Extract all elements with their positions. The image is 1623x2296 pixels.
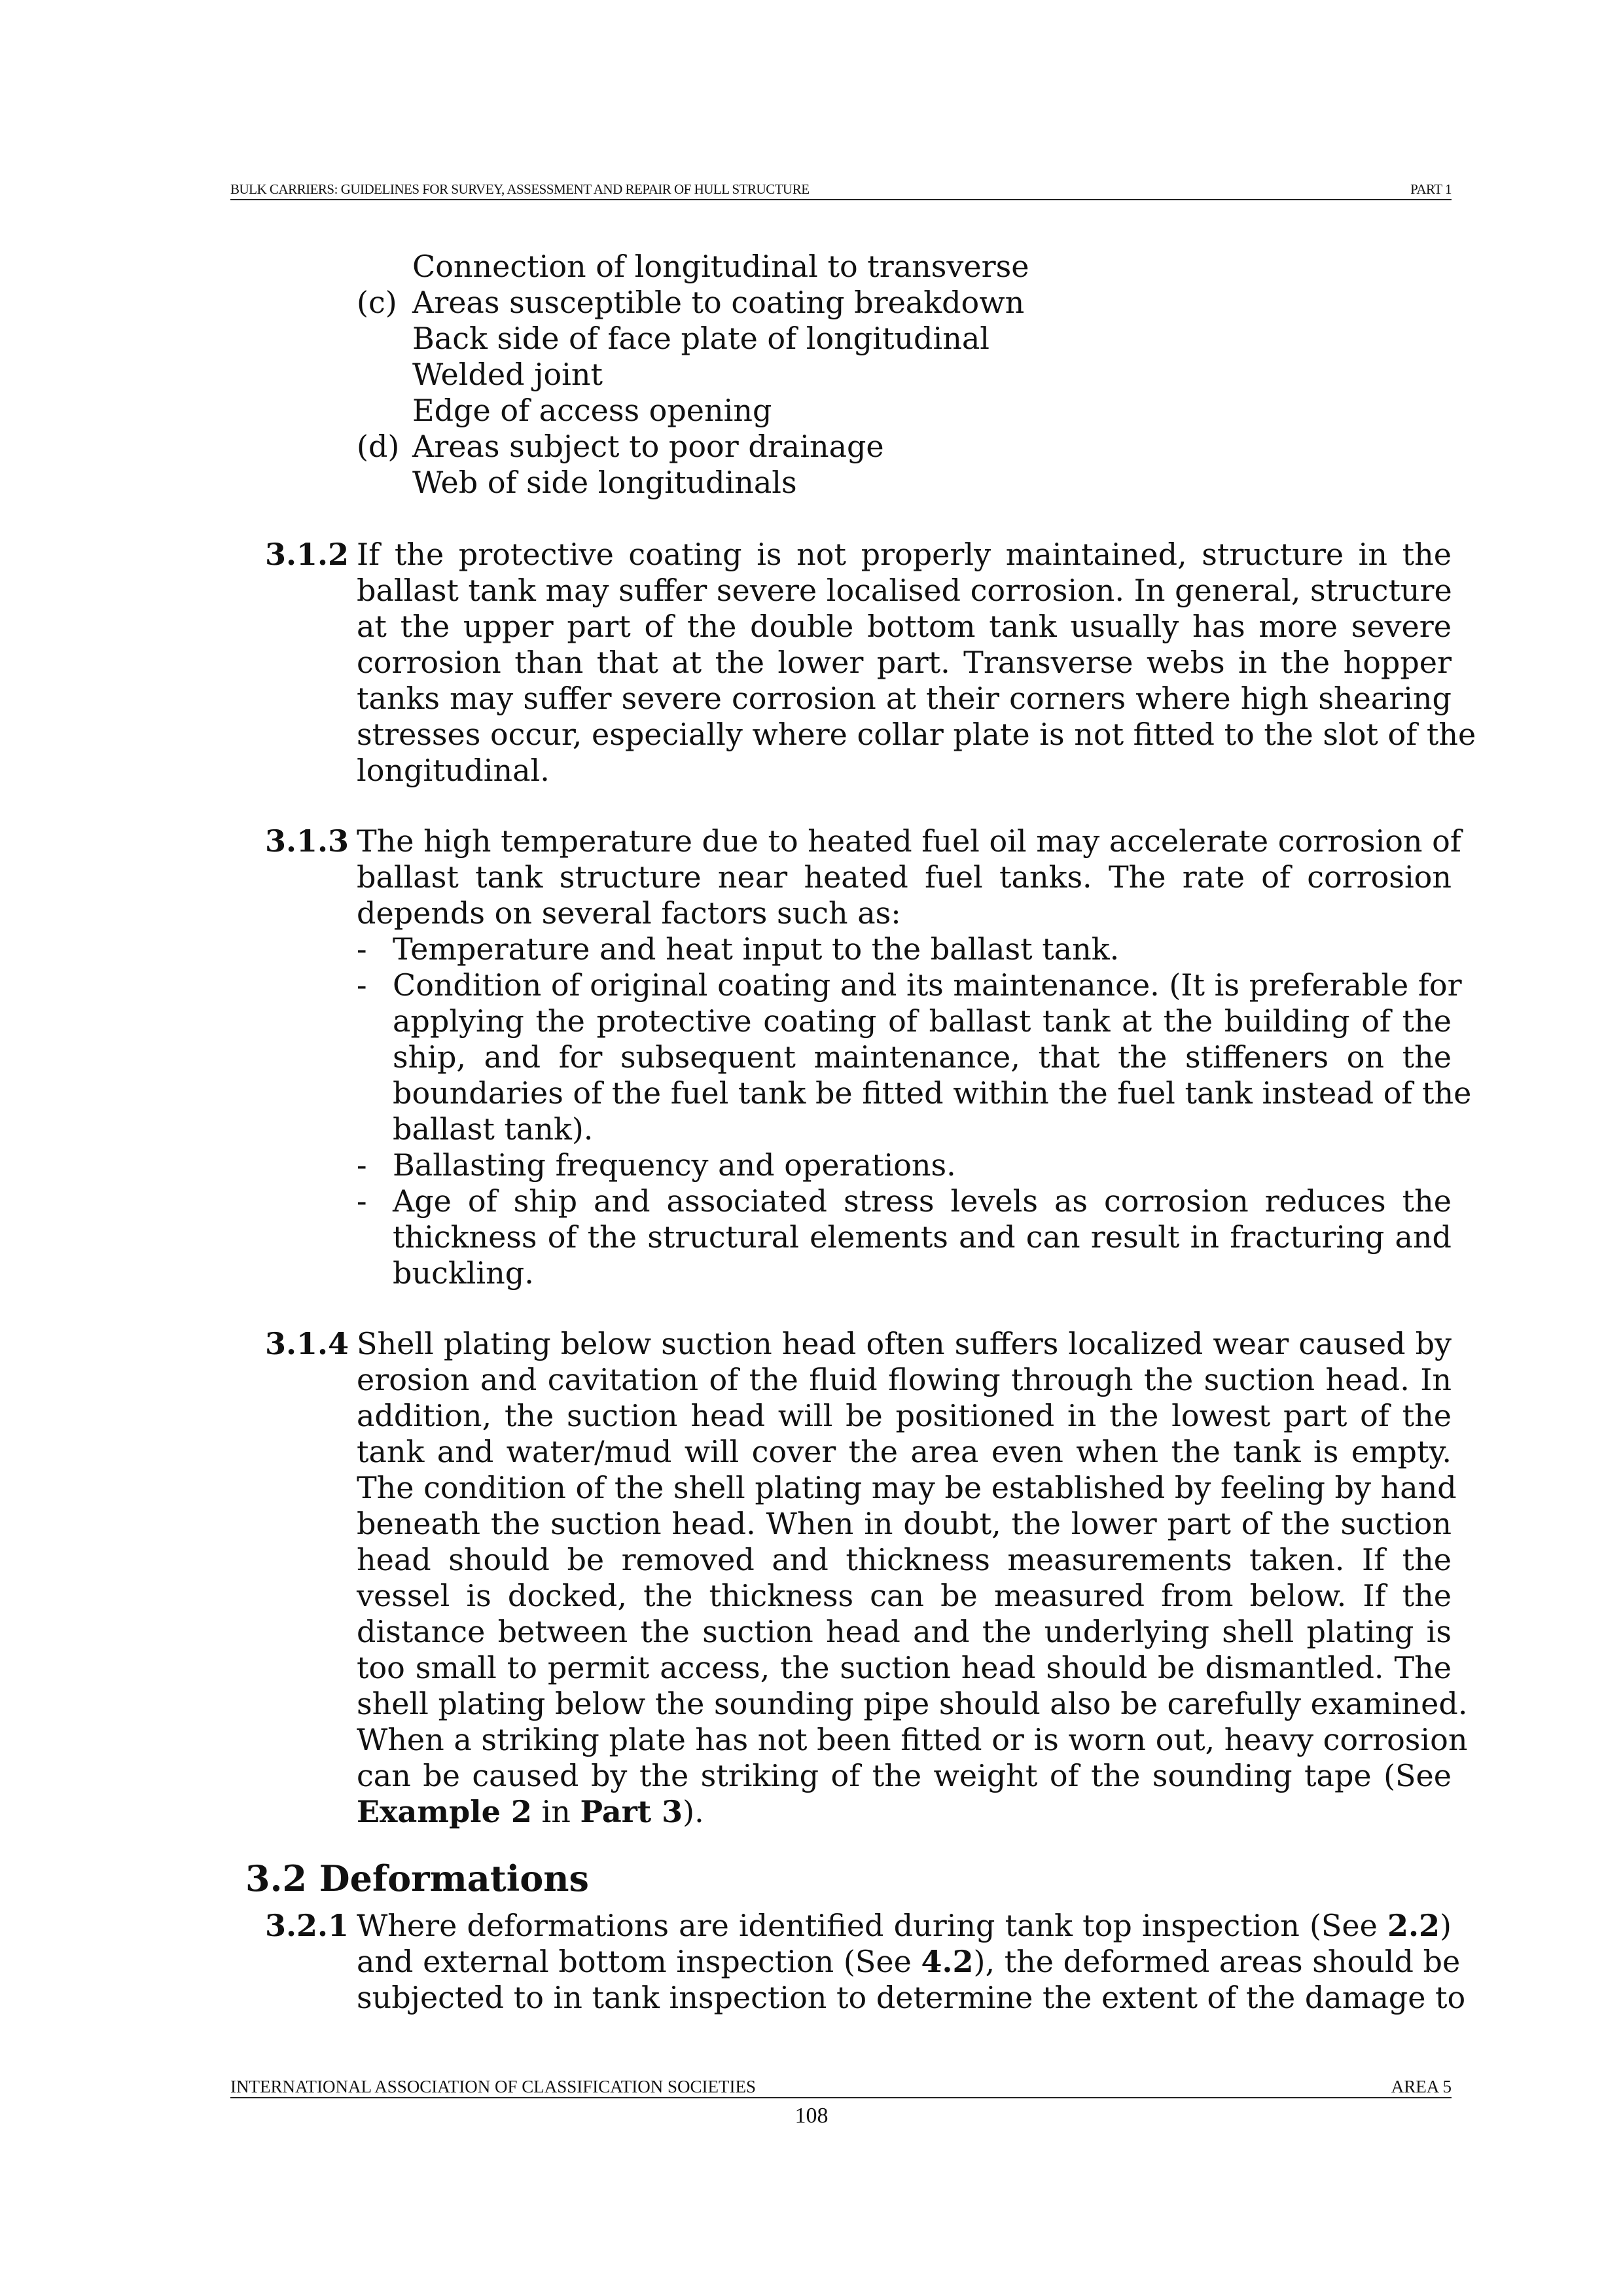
bullet-line: buckling. — [393, 1255, 534, 1291]
bullet-line: ballast tank). — [393, 1111, 594, 1147]
section-number: 3.1.2 — [265, 537, 349, 572]
running-header — [230, 175, 1452, 200]
text-run: ) — [1440, 1908, 1452, 1943]
list-item: Web of side longitudinals — [412, 465, 797, 500]
ref-part: Part 3 — [580, 1794, 683, 1829]
paragraph-line: beneath the suction head. When in doubt, the lower part of the suction — [357, 1506, 1452, 1541]
paragraph-line: Shell plating below suction head often suffers localized wear caused by — [357, 1326, 1452, 1361]
list-item: Areas subject to poor drainage — [412, 429, 884, 464]
paragraph-line: ballast tank may suffer severe localised corrosion. In general, structure — [357, 573, 1452, 608]
list-item: Connection of longitudinal to transverse — [412, 249, 1029, 284]
paragraph-line: tanks may suffer severe corrosion at their corners where high shearing — [357, 681, 1452, 716]
bullet-line: Condition of original coating and its maintenance. (It is preferable for — [393, 967, 1462, 1003]
paragraph-line: tank and water/mud will cover the area even when the tank is empty. — [357, 1434, 1452, 1469]
ref-close: ). — [683, 1794, 704, 1829]
page-number: 108 — [794, 2104, 829, 2128]
paragraph-line: The condition of the shell plating may be established by feeling by hand — [357, 1470, 1457, 1505]
list-item: Areas susceptible to coating breakdown — [412, 285, 1025, 320]
bullet-dash: - — [357, 1183, 367, 1219]
section-number: 3.1.3 — [265, 823, 349, 859]
list-label-c: (c) — [357, 285, 397, 320]
list-label-d: (d) — [357, 429, 400, 464]
paragraph-line: If the protective coating is not properly maintained, structure in the — [357, 537, 1452, 572]
paragraph-line — [357, 1794, 704, 1830]
bullet-line: applying the protective coating of ballast tank at the building of the — [393, 1003, 1452, 1039]
footer-org: INTERNATIONAL ASSOCIATION OF CLASSIFICATION SOCIETIES — [230, 2077, 757, 2096]
paragraph-line: ballast tank structure near heated fuel tanks. The rate of corrosion — [357, 859, 1452, 895]
paragraph-line: at the upper part of the double bottom tank usually has more severe — [357, 609, 1452, 644]
paragraph-line: depends on several factors such as: — [357, 895, 901, 931]
list-item: Edge of access opening — [412, 393, 772, 428]
bullet-line: ship, and for subsequent maintenance, that the stiffeners on the — [393, 1039, 1452, 1075]
bullet-line: Age of ship and associated stress levels as corrosion reduces the — [393, 1183, 1452, 1219]
paragraph-line: When a striking plate has not been fitted or is worn out, heavy corrosion — [357, 1722, 1468, 1757]
text-run: Where deformations are identified during tank top inspection (See — [357, 1908, 1388, 1943]
paragraph-line: too small to permit access, the suction head should be dismantled. The — [357, 1650, 1452, 1685]
bullet-line: boundaries of the fuel tank be fitted within the fuel tank instead of the — [393, 1075, 1472, 1111]
paragraph-line — [357, 1908, 1452, 1944]
bullet-dash: - — [357, 931, 367, 967]
bullet-line: thickness of the structural elements and can result in fracturing and — [393, 1219, 1452, 1255]
paragraph-line: erosion and cavitation of the fluid flowing through the suction head. In — [357, 1362, 1452, 1397]
ref-example: Example 2 — [357, 1794, 532, 1829]
paragraph-line: corrosion than that at the lower part. Transverse webs in the hopper — [357, 645, 1452, 680]
text-run: ), the deformed areas should be — [973, 1944, 1461, 1979]
header-title: BULK CARRIERS: GUIDELINES FOR SURVEY, ASSESSMENT AND REPAIR OF HULL STRUCTURE — [230, 181, 810, 197]
section-heading: 3.2 Deformations — [245, 1857, 589, 1899]
paragraph-line: shell plating below the sounding pipe should also be carefully examined. — [357, 1686, 1468, 1721]
paragraph-line: addition, the suction head will be positioned in the lowest part of the — [357, 1398, 1452, 1433]
ref-4-2: 4.2 — [921, 1944, 974, 1979]
paragraph-line — [357, 1944, 1461, 1980]
bullet-dash: - — [357, 1147, 367, 1183]
paragraph-line: vessel is docked, the thickness can be measured from below. If the — [357, 1578, 1452, 1613]
bullet-dash: - — [357, 967, 367, 1003]
section-number: 3.1.4 — [265, 1326, 349, 1361]
header-part: PART 1 — [1410, 181, 1452, 197]
text-run: and external bottom inspection (See — [357, 1944, 921, 1979]
list-item: Back side of face plate of longitudinal — [412, 321, 990, 356]
bullet-line: Temperature and heat input to the ballast tank. — [393, 931, 1120, 967]
list-item: Welded joint — [412, 357, 603, 392]
ref-connector: in — [531, 1794, 580, 1829]
footer-area: AREA 5 — [1391, 2077, 1452, 2096]
section-number: 3.2.1 — [265, 1908, 349, 1943]
paragraph-line: longitudinal. — [357, 753, 550, 788]
bullet-line: Ballasting frequency and operations. — [393, 1147, 956, 1183]
ref-2-2: 2.2 — [1387, 1908, 1440, 1943]
paragraph-line: can be caused by the striking of the weight of the sounding tape (See — [357, 1758, 1452, 1793]
paragraph-line: distance between the suction head and the underlying shell plating is — [357, 1614, 1452, 1649]
running-footer — [230, 2073, 1452, 2098]
paragraph-line: subjected to in tank inspection to determine the extent of the damage to — [357, 1980, 1466, 2015]
paragraph-line: The high temperature due to heated fuel oil may accelerate corrosion of — [357, 823, 1461, 859]
paragraph-line: head should be removed and thickness measurements taken. If the — [357, 1542, 1452, 1577]
paragraph-line: stresses occur, especially where collar plate is not fitted to the slot of the — [357, 717, 1476, 752]
